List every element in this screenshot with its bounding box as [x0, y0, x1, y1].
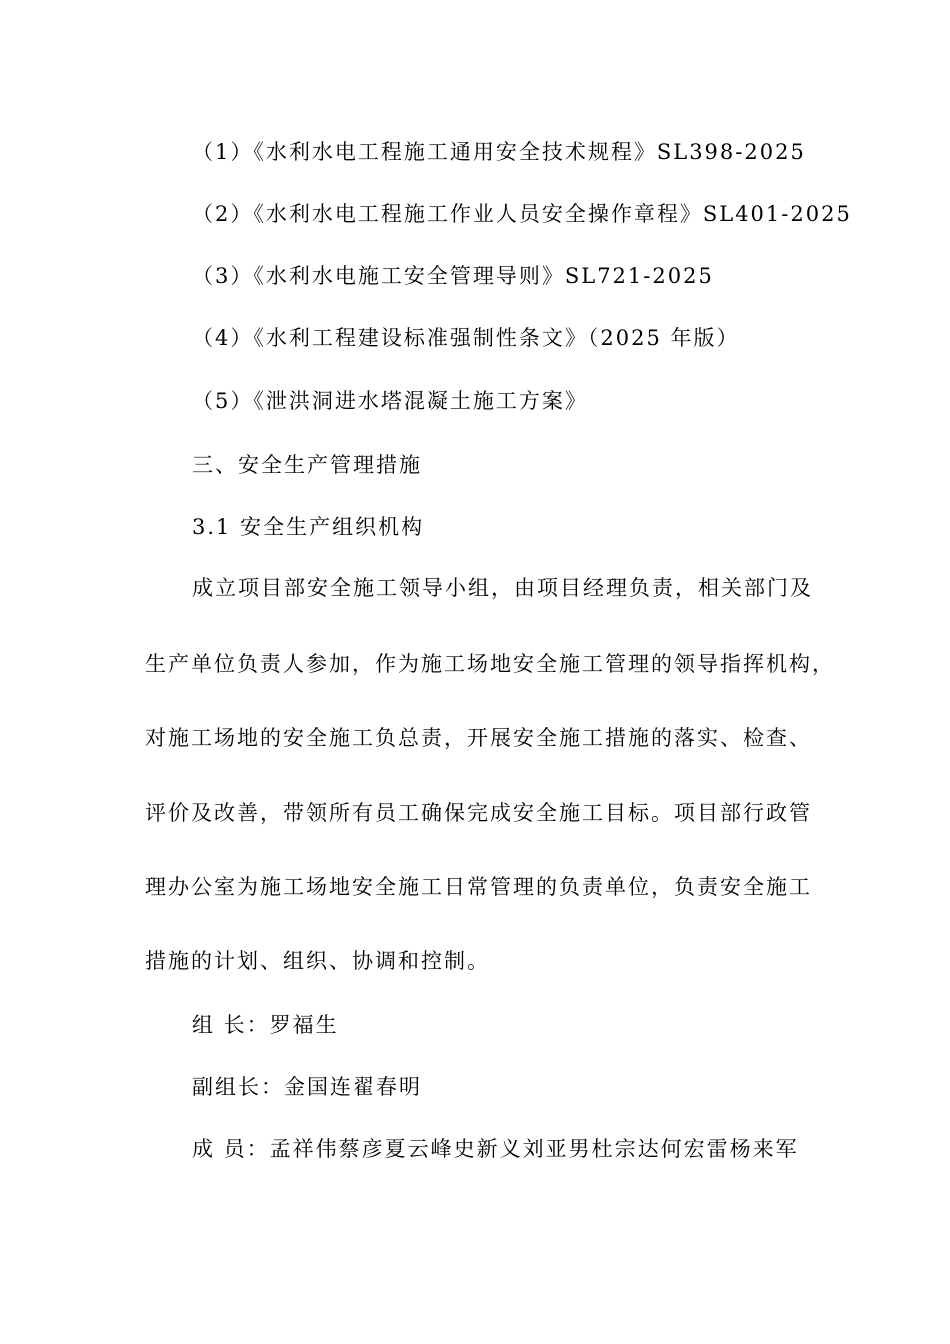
subsection-heading: 3.1 安全生产组织机构 [192, 515, 425, 539]
paragraph-line-3: 对施工场地的安全施工负总责，开展安全施工措施的落实、检查、 [145, 726, 812, 750]
paragraph-line-2: 生产单位负责人参加，作为施工场地安全施工管理的领导指挥机构， [145, 652, 835, 676]
paragraph-line-1: 成立项目部安全施工领导小组，由项目经理负责，相关部门及 [192, 576, 813, 600]
deputy-leader: 副组长：金国连翟春明 [192, 1075, 422, 1099]
paragraph-line-6: 措施的计划、组织、协调和控制。 [145, 949, 490, 973]
section-heading: 三、安全生产管理措施 [192, 453, 422, 477]
group-members: 成 员：孟祥伟蔡彦夏云峰史新义刘亚男杜宗达何宏雷杨来军 [192, 1137, 799, 1161]
reference-item-2: （2）《水利水电工程施工作业人员安全操作章程》SL401-2025 [192, 202, 852, 226]
paragraph-line-4: 评价及改善，带领所有员工确保完成安全施工目标。项目部行政管 [145, 801, 812, 825]
reference-item-5: （5）《泄洪洞进水塔混凝土施工方案》 [192, 389, 588, 413]
reference-item-1: （1）《水利水电工程施工通用安全技术规程》SL398-2025 [192, 140, 806, 164]
reference-item-3: （3）《水利水电施工安全管理导则》SL721-2025 [192, 264, 714, 288]
group-leader: 组 长：罗福生 [192, 1013, 339, 1037]
reference-item-4: （4）《水利工程建设标准强制性条文》（2025 年版） [192, 326, 740, 350]
paragraph-line-5: 理办公室为施工场地安全施工日常管理的负责单位，负责安全施工 [145, 875, 812, 899]
